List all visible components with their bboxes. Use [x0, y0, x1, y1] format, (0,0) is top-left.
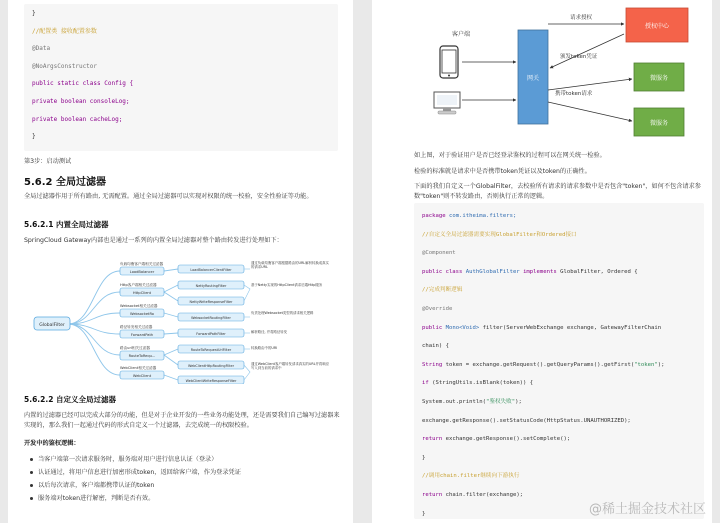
auth-logic-list: [24, 453, 342, 505]
code-line: [422, 430, 696, 449]
code-text: );: [515, 398, 522, 405]
mindmap-branch-desc: WebClient相关过滤器: [120, 366, 157, 370]
mindmap-branch: WebClient: [132, 374, 152, 378]
client-label: 客户端: [452, 31, 471, 38]
auth-flow-diagram: [410, 4, 700, 138]
mindmap-leaf: RouteToRequestUrlFilter: [190, 348, 232, 352]
desktop-icon: [434, 92, 460, 114]
list-item: 认证通过，将用户信息进行加密形成token，返回给客户端，作为登录凭证: [24, 466, 342, 479]
code-string: "鉴权失败": [486, 398, 516, 405]
code-keyword: implements: [523, 268, 557, 275]
code-type: Mono<Void>: [445, 324, 480, 331]
code-string: "token": [634, 361, 658, 368]
global-filter-mindmap: [24, 256, 342, 384]
code-line: }: [422, 510, 426, 517]
mindmap-leaf-desc: 转换路由中的URI: [251, 346, 278, 350]
mindmap-branch: LoadBalancer: [129, 270, 155, 274]
mindmap-leaf: NettyRoutingFilter: [195, 284, 227, 288]
mindmap-branch: HttpClient: [132, 291, 152, 295]
list-item: 当客户端第一次请求服务时，服务端对用户进行信息认证（登录）: [24, 453, 342, 466]
mindmap-branch-desc: Http客户端相关过滤器: [120, 283, 157, 287]
code-keyword: public class: [422, 268, 463, 275]
section-heading-5621: 5.6.2.1 内置全局过滤器: [24, 220, 109, 229]
mindmap-leaf-desc: 负责处理Websocket类型的请求相关逻辑: [251, 311, 314, 315]
code-line: [422, 207, 696, 226]
code-text: System.out.println(: [422, 398, 486, 405]
mindmap-leaf: LoadBalancerClientFilter: [190, 268, 232, 272]
code-line: [422, 263, 696, 282]
code-text: chain.filter(exchange);: [445, 491, 524, 498]
right-page: [372, 0, 712, 523]
watermark: @稀土掘金技术社区: [588, 502, 706, 517]
gateway-label: 网关: [526, 75, 540, 82]
mindmap-leaf-desc: 基于Netty实现的HttpClient请求后端Http服务: [251, 283, 323, 287]
mindmap-branch-desc: 负载均衡客户端相关过滤器: [120, 262, 164, 266]
section-heading-562: 5.6.2 全局过滤器: [24, 177, 106, 188]
section-paragraph-5621: SpringCloud Gateway内部也是通过一系列的内置全局过滤器对整个路由转发进行处理如下：: [24, 237, 283, 244]
mindmap-branch-desc: 路由url相关过滤器: [120, 346, 150, 350]
mindmap-branch: RouteToRequ...: [128, 354, 156, 358]
code-text: GlobalFilter, Ordered {: [560, 268, 638, 275]
code-line: private boolean consoleLog;: [32, 97, 130, 105]
mindmap-leaf: WebClientHttpRoutingFilter: [188, 364, 234, 368]
code-package: com.itheima.filters;: [448, 213, 517, 219]
code-line: }: [422, 454, 426, 461]
code-text: token = exchange.getRequest().getQueryParams().getFirst(: [445, 361, 635, 368]
paragraph-1: 如上图，对于验证用户是否已经登录鉴权的过程可以在网关统一检验。: [414, 152, 606, 159]
code-line: exchange.getResponse().setStatusCode(HttpStatus.UNAUTHORIZED);: [422, 417, 631, 424]
code-comment: //自定义全局过滤器需要实现GlobalFilter和Ordered接口: [422, 231, 577, 238]
mindmap-leaf-desc: 通过WebClient客户端转发请求真实的URL并将响应写入到当前的请求中: [251, 362, 330, 371]
section-paragraph-5622: 内置的过滤器已经可以完成大部分的功能，但是对于企业开发的一些业务功能处理，还是需要我们自己编写过滤器来实现的，那么我们一起通过代码的形式自定义一个过滤器，去完成统一的权限校验。: [24, 412, 340, 429]
code-annotation: @Override: [422, 305, 453, 312]
microservice-label: 微服务: [649, 75, 669, 82]
mindmap-leaf-desc: 解析路径, 并将路径转发: [251, 330, 288, 334]
step3-text: 第3步：启动测试: [24, 158, 72, 165]
mindmap-leaf: ForwardPathFilter: [196, 332, 226, 336]
mindmap-branch: WebsocketRo: [130, 312, 154, 316]
code-text: );: [657, 361, 665, 368]
code-keyword: return: [422, 436, 443, 443]
list-item: 服务端对token进行解密，判断是否有效。: [24, 492, 342, 505]
code-line: private boolean cacheLog;: [32, 115, 123, 123]
auth-center-label: 授权中心: [644, 23, 670, 30]
list-item: 以后每次请求，客户端都携带认证的token: [24, 479, 342, 492]
mindmap-leaf-desc: 通过负载均衡客户端根据路由的URL解析转换成真实的请求URL: [251, 261, 329, 270]
section-paragraph-562: 全局过滤器作用于所有路由, 无需配置。通过全局过滤器可以实现对权限的统一校验，安全性验证等功能。: [24, 193, 313, 200]
code-comment: //调用chain.filter继续向下游执行: [422, 473, 520, 480]
mindmap-leaf: WebClientWriteResponseFilter: [185, 379, 237, 383]
phone-icon: [440, 46, 458, 78]
code-line: [422, 393, 696, 412]
code-keyword: String: [422, 361, 443, 368]
code-annotation: @Data: [32, 45, 51, 53]
code-line: }: [32, 133, 36, 141]
microservice-label: 微服务: [649, 120, 669, 127]
code-keyword: if: [422, 380, 429, 387]
mindmap-branch: ForwardPath: [130, 333, 154, 337]
code-keyword: package: [422, 213, 446, 219]
mindmap-branch-desc: 路径转发相关过滤器: [120, 325, 153, 329]
mindmap-leaf: NettyWriteResponseFilter: [189, 300, 233, 304]
code-text: filter(ServerWebExchange exchange, GatewayFilterChain: [482, 324, 662, 331]
code-line: [422, 319, 696, 338]
code-line: }: [32, 10, 36, 17]
paragraph-3: 下面的我们自定义一个GlobalFilter，去校验所有请求的请求参数中是否包含"token"，如何不包含请求参数"token"则不转发路由，否则执行正常的逻辑。: [414, 183, 701, 200]
code-text: exchange.getResponse().setComplete();: [445, 436, 571, 443]
code-type: AuthGlobalFilter: [465, 268, 520, 275]
auth-filter-code-block: [414, 203, 704, 519]
code-line: chain) {: [422, 343, 449, 350]
code-annotation: @Component: [422, 250, 456, 257]
mindmap-branch-desc: Websocket相关过滤器: [120, 304, 158, 308]
issue-token-label: 颁发token凭证: [560, 54, 598, 60]
paragraph-2: 检验的标准就是请求中是否携带token凭证以及token的正确性。: [414, 168, 591, 175]
code-line: [422, 374, 696, 393]
section-heading-5622: 5.6.2.2 自定义全局过滤器: [24, 395, 117, 404]
code-comment: //配置类 接收配置参数: [32, 27, 97, 35]
code-keyword: return: [422, 491, 443, 498]
config-code-block: [24, 4, 338, 151]
code-text: (StringUtils.isBlank(token)) {: [432, 380, 534, 387]
left-page: [8, 0, 353, 523]
mindmap-leaf: WebsocketRoutingFilter: [191, 316, 231, 320]
code-line: [422, 356, 696, 375]
mindmap-root: GlobalFilter: [39, 323, 65, 328]
dev-logic-title: 开发中的鉴权逻辑：: [24, 440, 80, 447]
code-annotation: @NoArgsConstructor: [32, 62, 98, 70]
code-keyword: public: [422, 324, 443, 331]
code-comment: //完成判断逻辑: [422, 287, 463, 294]
request-auth-label: 请求授权: [570, 15, 593, 21]
code-line: public static class Config {: [32, 80, 134, 88]
carry-token-label: 携带token请求: [555, 91, 593, 97]
